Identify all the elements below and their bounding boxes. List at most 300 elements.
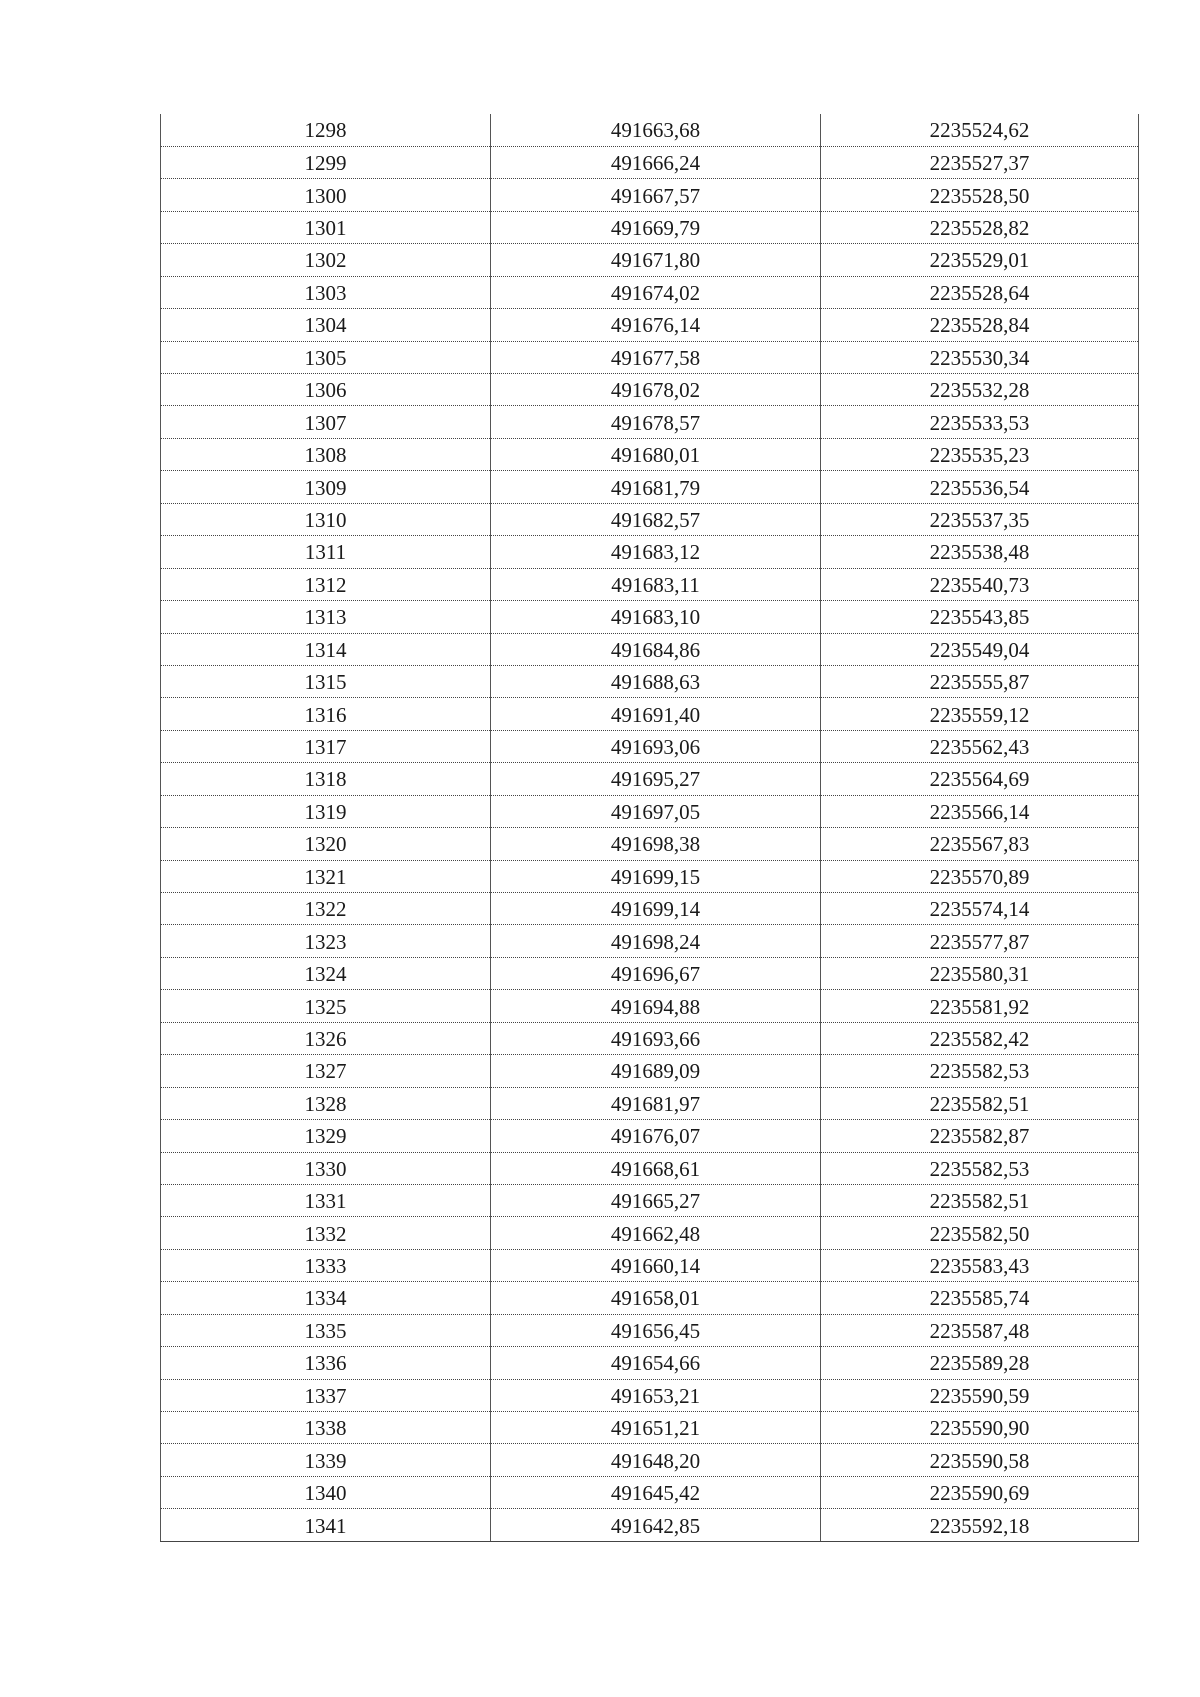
x-coordinate-cell [491, 438, 821, 470]
x-coordinate-cell [491, 276, 821, 308]
point-number-text: 1303 [304, 280, 347, 305]
x-coordinate-cell [491, 1120, 821, 1152]
point-number-cell [161, 730, 491, 762]
point-number-text: 1312 [304, 572, 347, 597]
point-number-text: 1328 [304, 1091, 347, 1116]
y-coordinate-text: 2235577,87 [929, 929, 1030, 954]
point-number-cell [161, 341, 491, 373]
x-coordinate-text: 491699,15 [610, 864, 701, 889]
x-coordinate-text: 491669,79 [610, 216, 701, 241]
y-coordinate-text: 2235585,74 [929, 1286, 1030, 1311]
point-number-text: 1325 [304, 994, 347, 1019]
point-number-cell [161, 763, 491, 795]
x-coordinate-text: 491694,88 [610, 994, 701, 1019]
x-coordinate-cell [491, 471, 821, 503]
table-row [161, 763, 1139, 795]
x-coordinate-cell [491, 925, 821, 957]
table-row [161, 503, 1139, 535]
y-coordinate-cell [821, 1282, 1139, 1314]
point-number-cell [161, 601, 491, 633]
x-coordinate-text: 491693,06 [610, 735, 701, 760]
point-number-text: 1322 [304, 897, 347, 922]
point-number-cell [161, 1314, 491, 1346]
y-coordinate-cell [821, 925, 1139, 957]
table-row [161, 276, 1139, 308]
point-number-cell [161, 633, 491, 665]
point-number-text: 1326 [304, 1026, 347, 1051]
table-row [161, 1509, 1139, 1541]
y-coordinate-cell [821, 795, 1139, 827]
table-row [161, 568, 1139, 600]
x-coordinate-text: 491660,14 [610, 1254, 701, 1279]
table-row [161, 146, 1139, 178]
point-number-text: 1307 [304, 410, 347, 435]
point-number-text: 1298 [304, 118, 347, 143]
x-coordinate-text: 491662,48 [610, 1221, 701, 1246]
y-coordinate-text: 2235533,53 [929, 410, 1030, 435]
point-number-text: 1311 [304, 540, 347, 565]
x-coordinate-text: 491678,57 [610, 410, 701, 435]
x-coordinate-text: 491677,58 [610, 345, 701, 370]
x-coordinate-text: 491671,80 [610, 248, 701, 273]
table-row [161, 1412, 1139, 1444]
y-coordinate-cell [821, 1509, 1139, 1541]
x-coordinate-text: 491676,14 [610, 313, 701, 338]
x-coordinate-text: 491695,27 [610, 767, 701, 792]
y-coordinate-cell [821, 1314, 1139, 1346]
y-coordinate-text: 2235559,12 [929, 702, 1030, 727]
table-row [161, 211, 1139, 243]
point-number-cell [161, 1347, 491, 1379]
point-number-cell [161, 1444, 491, 1476]
x-coordinate-cell [491, 341, 821, 373]
point-number-text: 1324 [304, 962, 347, 987]
point-number-cell [161, 795, 491, 827]
point-number-text: 1306 [304, 378, 347, 403]
x-coordinate-cell [491, 990, 821, 1022]
x-coordinate-text: 491693,66 [610, 1026, 701, 1051]
table-row [161, 795, 1139, 827]
point-number-cell [161, 1379, 491, 1411]
point-number-cell [161, 309, 491, 341]
x-coordinate-cell [491, 601, 821, 633]
x-coordinate-cell [491, 568, 821, 600]
y-coordinate-cell [821, 730, 1139, 762]
y-coordinate-cell [821, 1476, 1139, 1508]
x-coordinate-cell [491, 1055, 821, 1087]
y-coordinate-text: 2235528,64 [929, 280, 1030, 305]
y-coordinate-text: 2235529,01 [929, 248, 1030, 273]
table-row [161, 957, 1139, 989]
table-row [161, 1444, 1139, 1476]
table-row [161, 1282, 1139, 1314]
x-coordinate-text: 491667,57 [610, 183, 701, 208]
point-number-text: 1313 [304, 605, 347, 630]
table-row [161, 1249, 1139, 1281]
table-row [161, 665, 1139, 697]
point-number-cell [161, 1022, 491, 1054]
point-number-cell [161, 893, 491, 925]
y-coordinate-cell [821, 828, 1139, 860]
x-coordinate-cell [491, 244, 821, 276]
point-number-text: 1321 [304, 864, 347, 889]
x-coordinate-text: 491680,01 [610, 443, 701, 468]
point-number-text: 1309 [304, 475, 347, 500]
y-coordinate-cell [821, 1412, 1139, 1444]
x-coordinate-cell [491, 146, 821, 178]
table-row [161, 1152, 1139, 1184]
point-number-cell [161, 211, 491, 243]
x-coordinate-text: 491651,21 [610, 1416, 701, 1441]
point-number-text: 1316 [304, 702, 347, 727]
table-row [161, 1184, 1139, 1216]
x-coordinate-text: 491689,09 [610, 1059, 701, 1084]
y-coordinate-cell [821, 633, 1139, 665]
y-coordinate-text: 2235555,87 [929, 670, 1030, 695]
point-number-text: 1299 [304, 151, 347, 176]
x-coordinate-text: 491654,66 [610, 1351, 701, 1376]
y-coordinate-cell [821, 860, 1139, 892]
y-coordinate-text: 2235582,51 [929, 1091, 1030, 1116]
x-coordinate-cell [491, 1476, 821, 1508]
x-coordinate-cell [491, 1314, 821, 1346]
point-number-text: 1305 [304, 345, 347, 370]
point-number-cell [161, 1249, 491, 1281]
y-coordinate-text: 2235582,87 [929, 1124, 1030, 1149]
x-coordinate-text: 491674,02 [610, 280, 701, 305]
x-coordinate-text: 491678,02 [610, 378, 701, 403]
y-coordinate-cell [821, 406, 1139, 438]
table-row [161, 1055, 1139, 1087]
x-coordinate-text: 491691,40 [610, 702, 701, 727]
y-coordinate-cell [821, 1022, 1139, 1054]
y-coordinate-cell [821, 1217, 1139, 1249]
y-coordinate-text: 2235528,50 [929, 183, 1030, 208]
point-number-cell [161, 471, 491, 503]
point-number-cell [161, 114, 491, 146]
x-coordinate-cell [491, 860, 821, 892]
point-number-cell [161, 146, 491, 178]
x-coordinate-text: 491683,12 [610, 540, 701, 565]
y-coordinate-text: 2235538,48 [929, 540, 1030, 565]
point-number-cell [161, 438, 491, 470]
table-row [161, 893, 1139, 925]
y-coordinate-cell [821, 1347, 1139, 1379]
table-row [161, 730, 1139, 762]
y-coordinate-text: 2235535,23 [929, 443, 1030, 468]
point-number-text: 1300 [304, 183, 347, 208]
y-coordinate-text: 2235580,31 [929, 962, 1030, 987]
y-coordinate-text: 2235570,89 [929, 864, 1030, 889]
x-coordinate-text: 491698,24 [610, 929, 701, 954]
y-coordinate-text: 2235543,85 [929, 605, 1030, 630]
x-coordinate-cell [491, 1022, 821, 1054]
y-coordinate-cell [821, 244, 1139, 276]
point-number-text: 1318 [304, 767, 347, 792]
y-coordinate-text: 2235532,28 [929, 378, 1030, 403]
y-coordinate-text: 2235582,53 [929, 1156, 1030, 1181]
y-coordinate-text: 2235566,14 [929, 799, 1030, 824]
point-number-cell [161, 1120, 491, 1152]
point-number-cell [161, 503, 491, 535]
point-number-text: 1320 [304, 832, 347, 857]
x-coordinate-cell [491, 1249, 821, 1281]
y-coordinate-cell [821, 601, 1139, 633]
x-coordinate-text: 491642,85 [610, 1513, 701, 1538]
point-number-cell [161, 828, 491, 860]
x-coordinate-text: 491699,14 [610, 897, 701, 922]
y-coordinate-cell [821, 341, 1139, 373]
x-coordinate-text: 491653,21 [610, 1383, 701, 1408]
y-coordinate-cell [821, 503, 1139, 535]
x-coordinate-text: 491681,97 [610, 1091, 701, 1116]
y-coordinate-text: 2235549,04 [929, 637, 1030, 662]
x-coordinate-cell [491, 893, 821, 925]
y-coordinate-text: 2235540,73 [929, 572, 1030, 597]
y-coordinate-cell [821, 665, 1139, 697]
x-coordinate-cell [491, 1412, 821, 1444]
point-number-cell [161, 374, 491, 406]
y-coordinate-text: 2235528,82 [929, 216, 1030, 241]
point-number-text: 1319 [304, 799, 347, 824]
x-coordinate-cell [491, 1184, 821, 1216]
y-coordinate-cell [821, 957, 1139, 989]
point-number-text: 1327 [304, 1059, 347, 1084]
x-coordinate-text: 491668,61 [610, 1156, 701, 1181]
x-coordinate-text: 491656,45 [610, 1318, 701, 1343]
x-coordinate-cell [491, 309, 821, 341]
y-coordinate-cell [821, 893, 1139, 925]
point-number-text: 1337 [304, 1383, 347, 1408]
y-coordinate-cell [821, 763, 1139, 795]
x-coordinate-text: 491665,27 [610, 1189, 701, 1214]
y-coordinate-text: 2235589,28 [929, 1351, 1030, 1376]
y-coordinate-text: 2235562,43 [929, 735, 1030, 760]
point-number-text: 1341 [304, 1513, 347, 1538]
x-coordinate-cell [491, 698, 821, 730]
point-number-cell [161, 406, 491, 438]
point-number-cell [161, 1184, 491, 1216]
point-number-cell [161, 1412, 491, 1444]
y-coordinate-cell [821, 438, 1139, 470]
point-number-text: 1314 [304, 637, 347, 662]
point-number-text: 1317 [304, 735, 347, 760]
y-coordinate-text: 2235530,34 [929, 345, 1030, 370]
y-coordinate-cell [821, 1444, 1139, 1476]
table-row [161, 471, 1139, 503]
point-number-text: 1334 [304, 1286, 347, 1311]
table-row [161, 536, 1139, 568]
x-coordinate-text: 491698,38 [610, 832, 701, 857]
y-coordinate-text: 2235581,92 [929, 994, 1030, 1019]
point-number-text: 1329 [304, 1124, 347, 1149]
x-coordinate-text: 491666,24 [610, 151, 701, 176]
table-row [161, 1120, 1139, 1152]
y-coordinate-cell [821, 114, 1139, 146]
y-coordinate-cell [821, 1087, 1139, 1119]
y-coordinate-text: 2235587,48 [929, 1318, 1030, 1343]
table-row [161, 828, 1139, 860]
point-number-cell [161, 568, 491, 600]
x-coordinate-text: 491676,07 [610, 1124, 701, 1149]
point-number-text: 1310 [304, 507, 347, 532]
y-coordinate-cell [821, 568, 1139, 600]
table-row [161, 1314, 1139, 1346]
table-row [161, 601, 1139, 633]
table-row [161, 633, 1139, 665]
point-number-cell [161, 665, 491, 697]
y-coordinate-text: 2235564,69 [929, 767, 1030, 792]
y-coordinate-cell [821, 1249, 1139, 1281]
point-number-cell [161, 1476, 491, 1508]
table-row [161, 1347, 1139, 1379]
point-number-cell [161, 1055, 491, 1087]
point-number-text: 1308 [304, 443, 347, 468]
point-number-cell [161, 276, 491, 308]
point-number-cell [161, 1282, 491, 1314]
y-coordinate-text: 2235592,18 [929, 1513, 1030, 1538]
point-number-cell [161, 990, 491, 1022]
point-number-text: 1332 [304, 1221, 347, 1246]
y-coordinate-text: 2235582,53 [929, 1059, 1030, 1084]
point-number-text: 1339 [304, 1448, 347, 1473]
x-coordinate-cell [491, 1282, 821, 1314]
y-coordinate-cell [821, 1152, 1139, 1184]
x-coordinate-cell [491, 211, 821, 243]
y-coordinate-cell [821, 698, 1139, 730]
point-number-cell [161, 1087, 491, 1119]
point-number-text: 1323 [304, 929, 347, 954]
y-coordinate-cell [821, 179, 1139, 211]
x-coordinate-text: 491684,86 [610, 637, 701, 662]
y-coordinate-text: 2235582,51 [929, 1189, 1030, 1214]
point-number-cell [161, 1152, 491, 1184]
x-coordinate-text: 491697,05 [610, 799, 701, 824]
point-number-cell [161, 1217, 491, 1249]
y-coordinate-text: 2235536,54 [929, 475, 1030, 500]
table-row [161, 1022, 1139, 1054]
x-coordinate-text: 491648,20 [610, 1448, 701, 1473]
y-coordinate-cell [821, 1379, 1139, 1411]
coordinates-table [160, 114, 1139, 1542]
y-coordinate-cell [821, 471, 1139, 503]
x-coordinate-cell [491, 1509, 821, 1541]
table-row [161, 1217, 1139, 1249]
y-coordinate-cell [821, 1055, 1139, 1087]
y-coordinate-text: 2235567,83 [929, 832, 1030, 857]
y-coordinate-cell [821, 536, 1139, 568]
x-coordinate-cell [491, 179, 821, 211]
y-coordinate-cell [821, 211, 1139, 243]
y-coordinate-text: 2235582,42 [929, 1026, 1030, 1051]
y-coordinate-text: 2235574,14 [929, 897, 1030, 922]
x-coordinate-cell [491, 114, 821, 146]
point-number-text: 1331 [304, 1189, 347, 1214]
y-coordinate-text: 2235537,35 [929, 507, 1030, 532]
point-number-text: 1315 [304, 670, 347, 695]
table-row [161, 374, 1139, 406]
y-coordinate-cell [821, 276, 1139, 308]
x-coordinate-cell [491, 763, 821, 795]
y-coordinate-text: 2235528,84 [929, 313, 1030, 338]
point-number-text: 1302 [304, 248, 347, 273]
x-coordinate-text: 491696,67 [610, 962, 701, 987]
table-row [161, 438, 1139, 470]
point-number-text: 1336 [304, 1351, 347, 1376]
table-row [161, 244, 1139, 276]
y-coordinate-cell [821, 990, 1139, 1022]
point-number-cell [161, 925, 491, 957]
table-row [161, 179, 1139, 211]
x-coordinate-cell [491, 633, 821, 665]
point-number-text: 1338 [304, 1416, 347, 1441]
coordinates-table-body [161, 114, 1139, 1541]
x-coordinate-text: 491688,63 [610, 670, 701, 695]
x-coordinate-cell [491, 503, 821, 535]
x-coordinate-text: 491663,68 [610, 118, 701, 143]
point-number-cell [161, 1509, 491, 1541]
x-coordinate-text: 491645,42 [610, 1481, 701, 1506]
point-number-text: 1301 [304, 216, 347, 241]
x-coordinate-text: 491683,11 [611, 572, 700, 597]
x-coordinate-text: 491681,79 [610, 475, 701, 500]
y-coordinate-cell [821, 1184, 1139, 1216]
y-coordinate-cell [821, 1120, 1139, 1152]
table-row [161, 925, 1139, 957]
table-row [161, 1476, 1139, 1508]
point-number-cell [161, 860, 491, 892]
point-number-cell [161, 244, 491, 276]
x-coordinate-cell [491, 1444, 821, 1476]
table-row [161, 341, 1139, 373]
point-number-cell [161, 698, 491, 730]
y-coordinate-cell [821, 146, 1139, 178]
y-coordinate-text: 2235582,50 [929, 1221, 1030, 1246]
point-number-text: 1304 [304, 313, 347, 338]
x-coordinate-cell [491, 957, 821, 989]
x-coordinate-cell [491, 406, 821, 438]
point-number-cell [161, 957, 491, 989]
point-number-text: 1333 [304, 1254, 347, 1279]
x-coordinate-cell [491, 828, 821, 860]
x-coordinate-cell [491, 1379, 821, 1411]
x-coordinate-cell [491, 1152, 821, 1184]
x-coordinate-cell [491, 730, 821, 762]
table-row [161, 860, 1139, 892]
x-coordinate-cell [491, 1087, 821, 1119]
point-number-cell [161, 536, 491, 568]
x-coordinate-cell [491, 665, 821, 697]
x-coordinate-cell [491, 1347, 821, 1379]
y-coordinate-cell [821, 309, 1139, 341]
table-row [161, 1087, 1139, 1119]
x-coordinate-cell [491, 1217, 821, 1249]
x-coordinate-text: 491682,57 [610, 507, 701, 532]
point-number-text: 1335 [304, 1318, 347, 1343]
table-row [161, 406, 1139, 438]
x-coordinate-cell [491, 536, 821, 568]
x-coordinate-cell [491, 795, 821, 827]
y-coordinate-text: 2235590,90 [929, 1416, 1030, 1441]
y-coordinate-text: 2235590,58 [929, 1448, 1030, 1473]
table-row [161, 114, 1139, 146]
point-number-cell [161, 179, 491, 211]
y-coordinate-cell [821, 374, 1139, 406]
point-number-text: 1330 [304, 1156, 347, 1181]
x-coordinate-text: 491658,01 [610, 1286, 701, 1311]
y-coordinate-text: 2235583,43 [929, 1254, 1030, 1279]
table-row [161, 1379, 1139, 1411]
